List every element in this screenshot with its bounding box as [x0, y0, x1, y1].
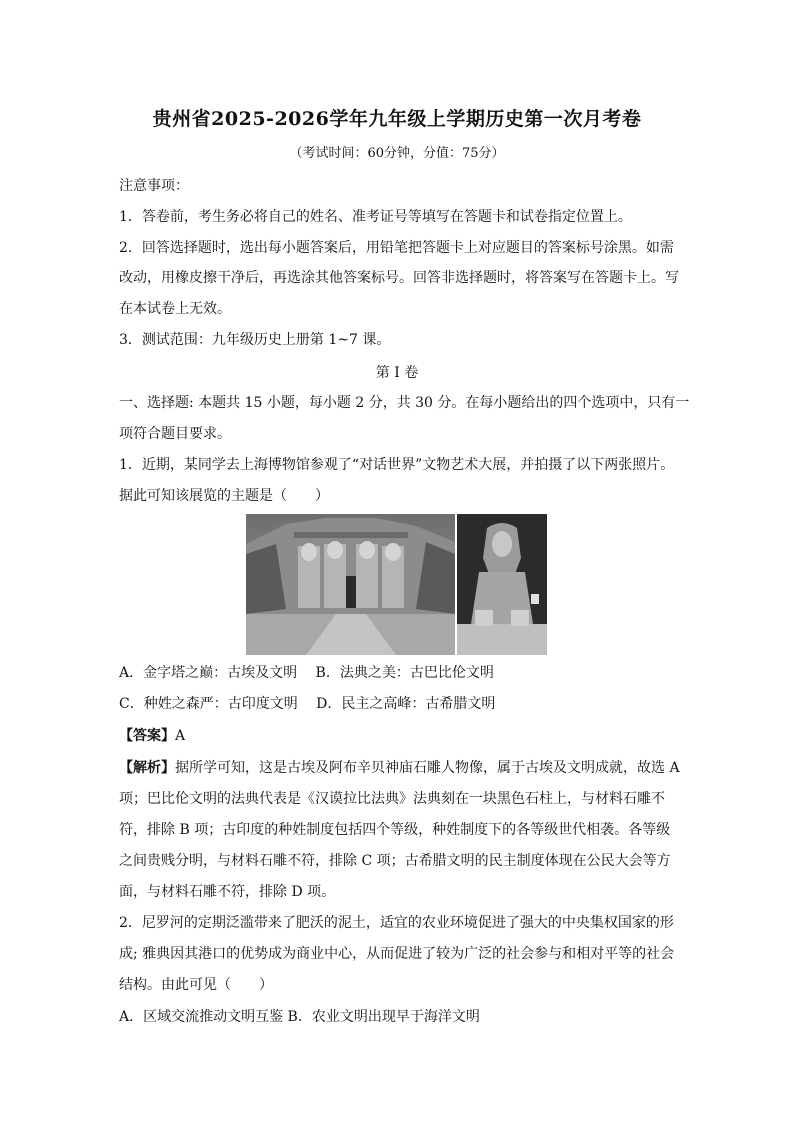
q1-analysis-line-3: 符，排除 B 项；古印度的种姓制度包括四个等级，种姓制度下的各等级世代相袭。各等级	[119, 822, 671, 838]
notice-item-1: 1．答卷前，考生务必将自己的姓名、准考证号等填写在答题卡和试卷指定位置上。	[119, 209, 632, 225]
q1-stem-line-2: 据此可知该展览的主题是（ ）	[119, 488, 329, 504]
q2-stem-line-3: 结构。由此可见（ ）	[119, 977, 273, 993]
notice-heading: 注意事项：	[119, 178, 189, 194]
q2-options-a-b: A．区域交流推动文明互鉴 B．农业文明出现早于海洋文明	[119, 1009, 480, 1025]
q2-stem-line-2: 成; 雅典因其港口的优势成为商业中心，从而促进了较为广泛的社会参与和相对平等的社会	[119, 946, 675, 962]
answer-value: A	[175, 728, 186, 744]
q1-options-c-d: C．种姓之森严：古印度文明 D．民主之高峰：古希腊文明	[119, 696, 496, 712]
exam-subtitle: （考试时间：60分钟，分值：75分）	[289, 146, 505, 161]
q1-stem-line-1: 1．近期，某同学去上海博物馆参观了“对话世界”文物艺术大展，并拍摄了以下两张照片。	[119, 457, 675, 473]
q1-analysis-line-2: 项；巴比伦文明的法典代表是《汉谟拉比法典》法典刻在一块黑色石柱上，与材料石雕不	[119, 791, 665, 807]
sphinx-statue-photo	[457, 514, 547, 655]
q1-analysis-line-1	[119, 758, 679, 778]
analysis-text-1: 据所学可知，这是古埃及阿布辛贝神庙石雕人物像，属于古埃及文明成就，故选 A	[175, 760, 680, 776]
exam-title: 贵州省2025-2026学年九年级上学期历史第一次月考卷	[152, 108, 642, 130]
part1-intro-line-2: 项符合题目要求。	[119, 426, 231, 442]
notice-item-2-line-1: 2．回答选择题时，选出每小题答案后，用铅笔把答题卡上对应题目的答案标号涂黑。如需	[119, 240, 674, 256]
section-label: 第 I 卷	[375, 365, 419, 381]
q1-analysis-line-4: 之间贵贱分明，与材料石雕不符，排除 C 项；古希腊文明的民主制度体现在公民大会等方	[119, 853, 671, 869]
analysis-label: 【解析】	[119, 760, 175, 776]
q1-photos	[246, 514, 547, 655]
part1-intro-line-1: 一、选择题: 本题共 15 小题，每小题 2 分，共 30 分。在每小题给出的四个选项中，只有一	[119, 395, 690, 411]
notice-item-2-line-2: 改动，用橡皮擦干净后，再选涂其他答案标号。回答非选择题时，将答案写在答题卡上。写	[119, 270, 679, 286]
answer-label: 【答案】	[119, 728, 175, 744]
q1-options-a-b: A．金字塔之巅：古埃及文明 B．法典之美：古巴比伦文明	[119, 665, 494, 681]
notice-item-2-line-3: 在本试卷上无效。	[119, 301, 231, 317]
abu-simbel-temple-photo	[246, 514, 455, 655]
q1-answer	[119, 726, 679, 746]
q2-stem-line-1: 2．尼罗河的定期泛滥带来了肥沃的泥土，适宜的农业环境促进了强大的中央集权国家的形	[119, 915, 674, 931]
notice-item-3: 3．测试范围：九年级历史上册第 1~7 课。	[119, 332, 391, 348]
q1-analysis-line-5: 面，与材料石雕不符，排除 D 项。	[119, 884, 336, 900]
